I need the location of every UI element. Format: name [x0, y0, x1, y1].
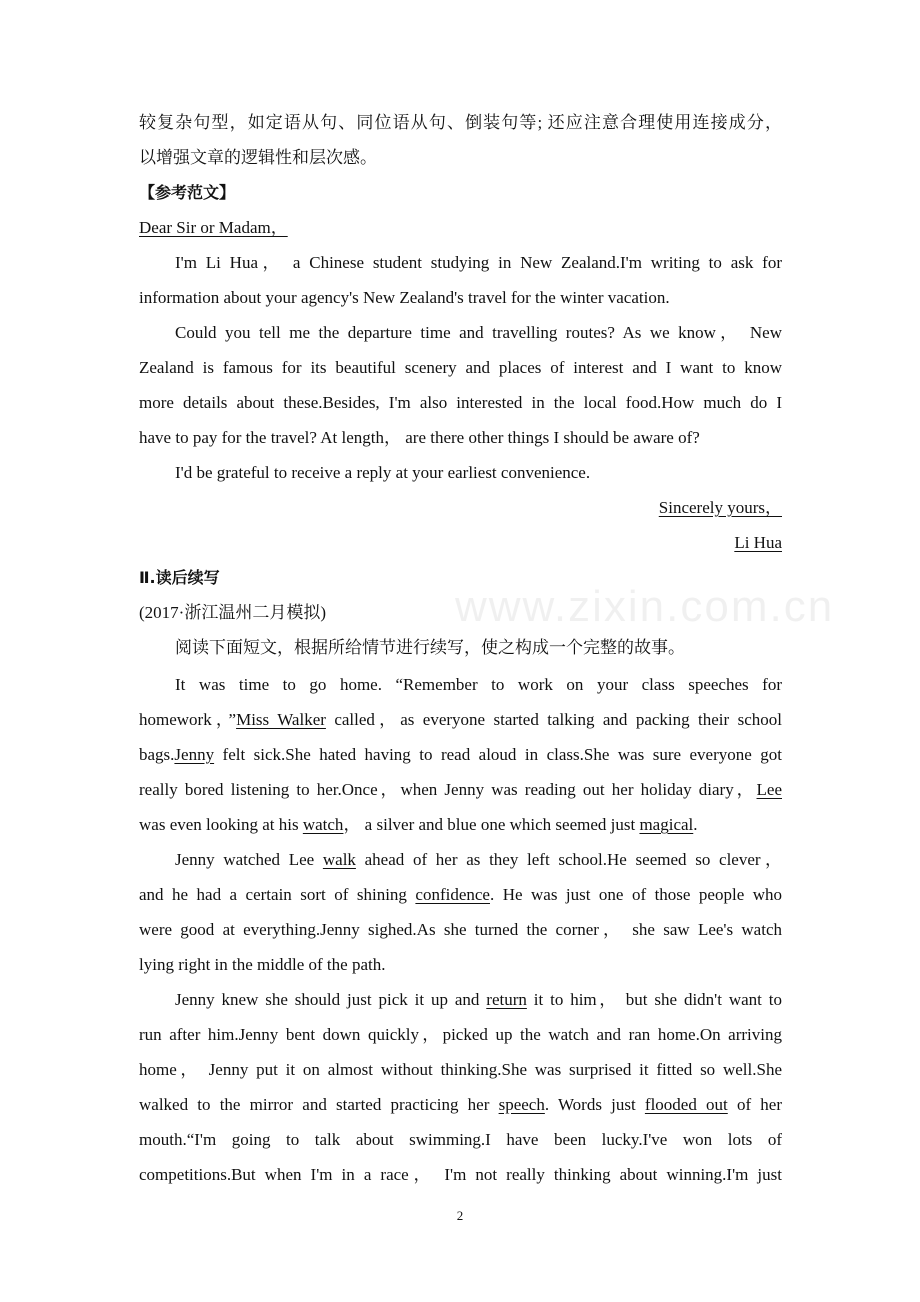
story-underlined-word: confidence	[415, 885, 490, 904]
story-underlined-word: speech	[498, 1095, 545, 1114]
story-line-14: mouth.“I'm going to talk about swimming.I have been lucky.I've won lots of	[139, 1130, 782, 1149]
letter-p2-line3: more details about these.Besides, I'm also interested in the local food.How much do I	[139, 393, 782, 412]
story-line-3	[139, 737, 782, 772]
letter-p2-line1: Could you tell me the departure time and travelling routes? As we know， New	[175, 323, 782, 342]
story-line-11: run after him.Jenny bent down quickly，picked up the watch and ran home.On arriving	[139, 1025, 782, 1044]
story-underlined-word: Lee	[756, 780, 782, 799]
signature-text: Li Hua	[734, 533, 782, 552]
story-line-15: competitions.But when I'm in a race， I'm not really thinking about winning.I'm just	[139, 1165, 782, 1184]
story-text: homework，”	[139, 710, 237, 729]
story-text: .	[693, 815, 698, 834]
story-text: . He was just one of those people who	[489, 885, 782, 904]
story-text: walked to the mirror and started practicing her	[139, 1095, 499, 1114]
story-line-10	[139, 982, 782, 1017]
story-text: really bored listening to her.Once，when Jenny was reading out her holiday diary，	[139, 780, 757, 799]
story-line-9: lying right in the middle of the path.	[139, 955, 386, 974]
letter-salutation	[139, 210, 782, 245]
story-underlined-word: magical	[639, 815, 694, 834]
letter-p2-line4: have to pay for the travel? At length， are there other things I should be aware of?	[139, 428, 700, 447]
story-text: ahead of her as they left school.He seemed so clever，	[355, 850, 782, 869]
section2-source: (2017·浙江温州二月模拟)	[139, 603, 326, 622]
document-page	[139, 105, 782, 1192]
page-number: 2	[456, 1208, 464, 1223]
story-line-4	[139, 772, 782, 807]
section2-heading: Ⅱ.读后续写	[139, 568, 220, 587]
letter-signature	[139, 525, 782, 560]
letter-p3-line1: I'd be grateful to receive a reply at your earliest convenience.	[175, 463, 591, 482]
story-text: it to him， but she didn't want to	[526, 990, 782, 1009]
story-line-7	[139, 877, 782, 912]
story-text: and he had a certain sort of shining	[139, 885, 416, 904]
story-line-5	[139, 807, 782, 842]
section2-instruction: 阅读下面短文，根据所给情节进行续写，使之构成一个完整的故事。	[175, 638, 685, 657]
letter-p1-line1: I'm Li Hua， a Chinese student studying in New Zealand.I'm writing to ask for	[175, 253, 782, 272]
sample-heading: 【参考范文】	[139, 183, 236, 202]
story-underlined-word: walk	[322, 850, 356, 869]
letter-p1-line2: information about your agency's New Zealand's travel for the winter vacation.	[139, 288, 670, 307]
intro-line-1: 较复杂句型，如定语从句、同位语从句、倒装句等; 还应注意合理使用连接成分，	[139, 113, 782, 132]
story-text: . Words just	[544, 1095, 645, 1114]
story-line-12: home， Jenny put it on almost without thinking.She was surprised it fitted so well.She	[139, 1060, 782, 1079]
story-line-8: were good at everything.Jenny sighed.As she turned the corner， she saw Lee's watch	[139, 920, 782, 939]
story-text: felt sick.She hated having to read aloud in class.She was sure everyone got	[214, 745, 782, 764]
story-text: bags.	[139, 745, 175, 764]
story-text: of her	[727, 1095, 782, 1114]
salutation-text: Dear Sir or Madam，	[139, 218, 288, 237]
story-text: Jenny knew she should just pick it up and	[175, 990, 487, 1009]
story-line-2	[139, 702, 782, 737]
story-underlined-word: Jenny	[174, 745, 215, 764]
story-underlined-word: Miss Walker	[236, 710, 326, 729]
story-text: Jenny watched Lee	[175, 850, 323, 869]
watermark: www.zixin.com.cn	[455, 582, 835, 631]
story-line-6	[139, 842, 782, 877]
story-line-13	[139, 1087, 782, 1122]
story-text: was even looking at his	[139, 815, 303, 834]
story-underlined-word: return	[486, 990, 527, 1009]
story-text: called，as everyone started talking and packing their school	[325, 710, 782, 729]
closing-text: Sincerely yours，	[658, 498, 782, 517]
letter-closing	[139, 490, 782, 525]
letter-p2-line2: Zealand is famous for its beautiful scenery and places of interest and I want to know	[139, 358, 782, 377]
story-text: ， a silver and blue one which seemed just	[343, 815, 640, 834]
story-underlined-word: watch	[302, 815, 344, 834]
intro-line-2: 以增强文章的逻辑性和层次感。	[139, 148, 377, 167]
story-line-1: It was time to go home. “Remember to work on your class speeches for	[175, 675, 782, 694]
story-underlined-word: flooded out	[644, 1095, 728, 1114]
